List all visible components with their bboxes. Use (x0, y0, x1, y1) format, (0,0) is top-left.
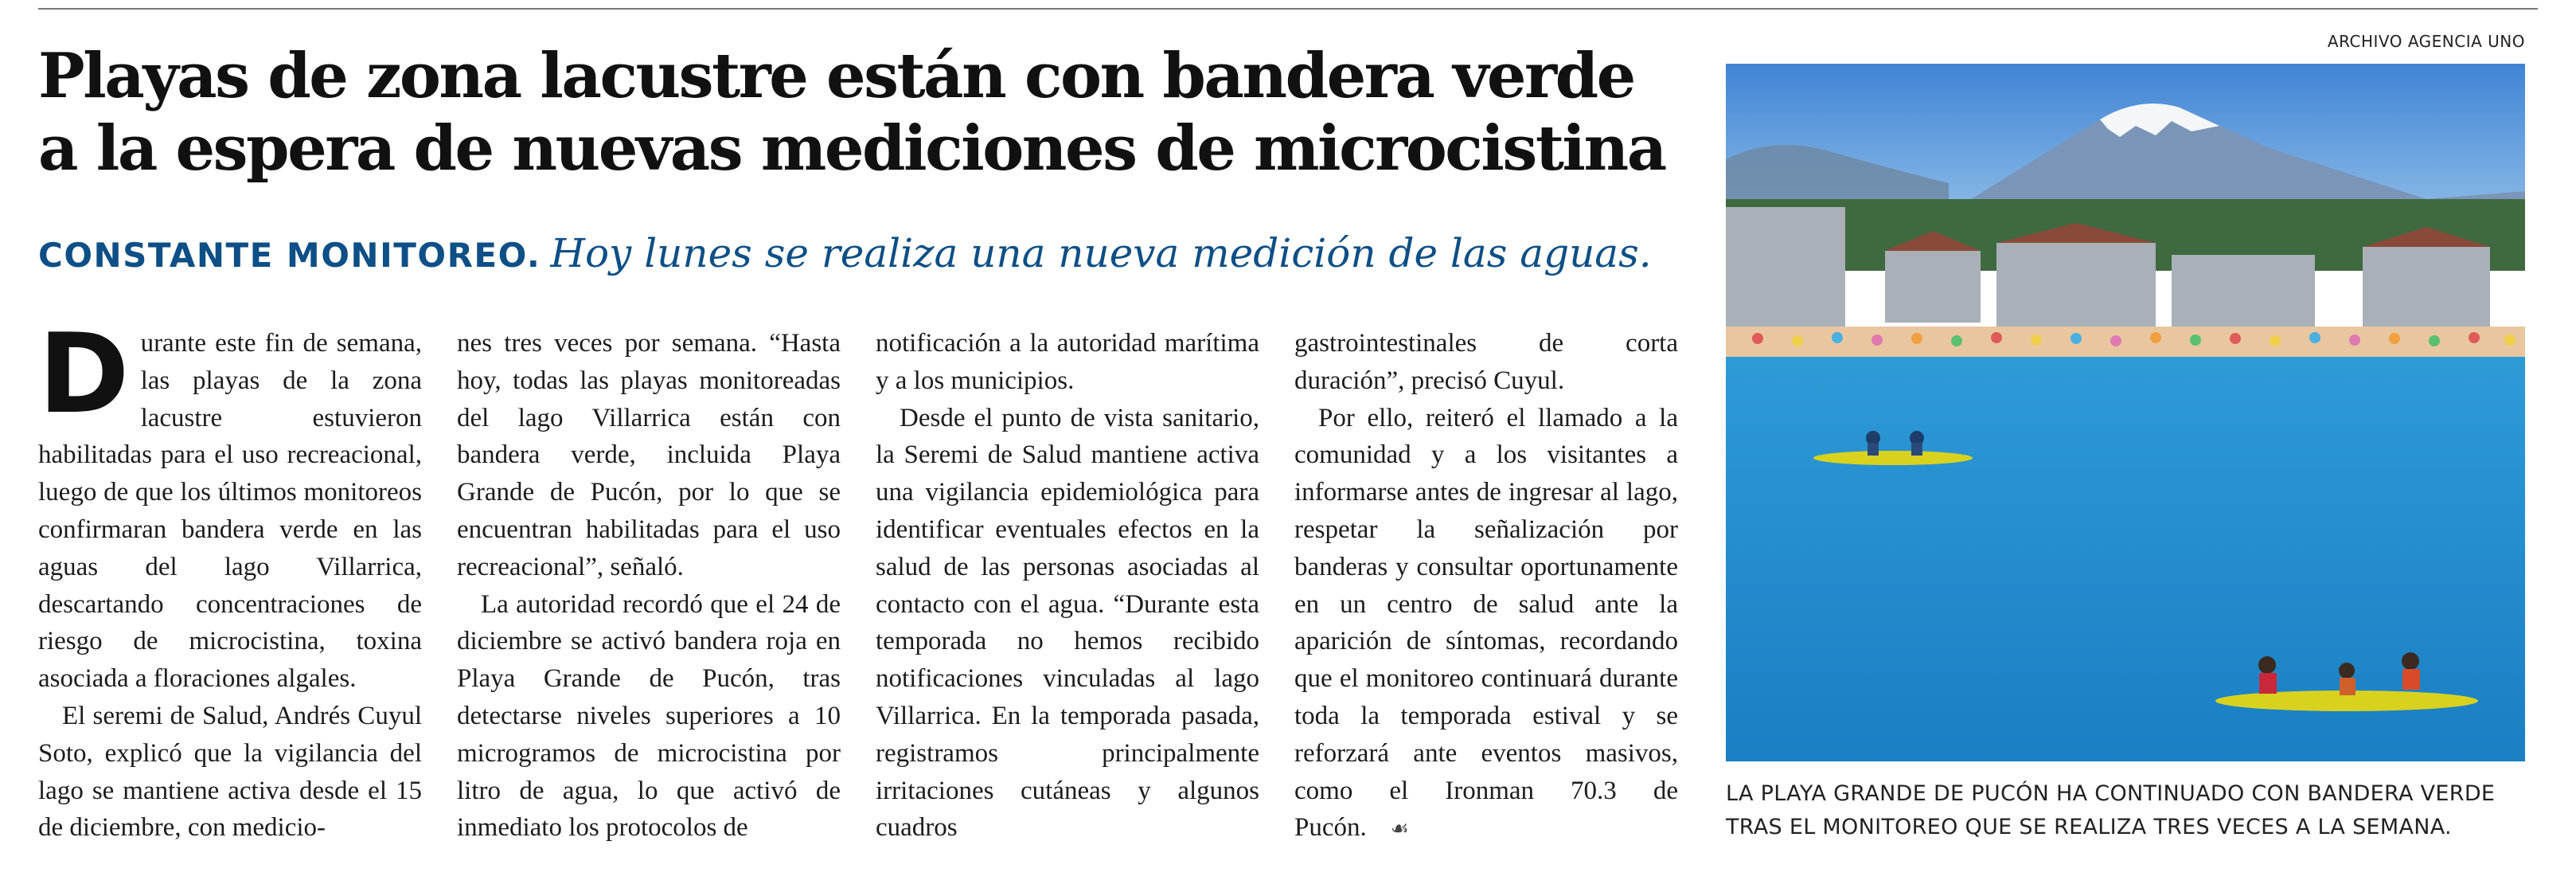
headline (38, 40, 1694, 186)
top-rule (38, 8, 2538, 10)
kicker-tag: CONSTANTE MONITOREO. (38, 236, 541, 275)
article-paragraph: Desde el punto de vista sanitario, la Seremi de Salud mantiene activa una vigilancia epidemiológica para identificar eventuales efectos en la salud de las personas asociadas al contacto con el agua. “Durante esta temporada no hemos recibido notificaciones vinculadas al lago Villarrica. En la temporada pasada, registramos principalmente irritaciones cutáneas y algunos cuadros (876, 403, 1259, 843)
photo (1726, 64, 2525, 761)
article-column-4 (1294, 325, 1678, 848)
lake-volcano-photo (1726, 64, 2525, 761)
headline-line-1: Playas de zona lacustre están con bandera verde (38, 40, 1634, 112)
article-paragraph (38, 310, 422, 698)
end-mark-icon: ☙ (1390, 817, 1410, 842)
article-column-2 (457, 325, 841, 847)
article-paragraph: notificación a la autoridad marítima y a los municipios. (876, 329, 1259, 395)
article-paragraph: nes tres veces por semana. “Hasta hoy, todas las playas monitoreadas del lago Villarrica están con bandera verde, incluida Playa Grande de Pucón, por lo que se encuentran habilitadas para el uso recreacional”, señaló. (457, 329, 841, 581)
kicker-text: Hoy lunes se realiza una nueva medición de las aguas. (550, 230, 1652, 276)
article-column-3 (876, 325, 1259, 847)
drop-cap: D (38, 310, 130, 438)
article-column-1 (38, 310, 422, 847)
beach (1726, 327, 2525, 358)
paragraph-text: urante este fin de semana, las playas de la zona lacustre estuvieron habilitadas para el uso recreacional, luego de que los últimos monitoreos confirmaran bandera verde en las aguas del lago Villarrica, descartando concentraciones de riesgo de microcistina, toxina asociada a floraciones algales. (38, 329, 422, 694)
kicker (38, 229, 1678, 277)
article-paragraph: El seremi de Salud, Andrés Cuyul Soto, explicó que la vigilancia del lago se mantiene activa desde el 15 de diciembre, con medicio- (38, 701, 422, 843)
article-paragraph: gastrointestinales de corta duración”, precisó Cuyul. (1294, 329, 1678, 395)
photo-caption: LA PLAYA GRANDE DE PUCÓN HA CONTINUADO CON BANDERA VERDE TRAS EL MONITOREO QUE SE REALIZA TRES VECES A LA SEMANA. (1726, 781, 2496, 839)
article-paragraph: La autoridad recordó que el 24 de diciembre se activó bandera roja en Playa Grande de Pucón, tras detectarse niveles superiores a 10 microgramos de microcistina por litro de agua, lo que activó de inmediato los protocolos de (457, 589, 841, 843)
photo-credit: ARCHIVO AGENCIA UNO (2327, 32, 2525, 51)
paragraph-text: Por ello, reiteró el llamado a la comunidad y a los visitantes a informarse antes de ingresar al lago, respetar la señalización por banderas y consultar oportunamente en un centro de salud ante la aparición de síntomas, recordando que el monitoreo continuará durante toda la temporada estival y se reforzará ante eventos masivos, como el Ironman 70.3 de Pucón. (1294, 403, 1678, 843)
article-paragraph (1294, 400, 1678, 849)
headline-line-2: a la espera de nuevas mediciones de microcistina (38, 112, 1665, 186)
article-body (38, 310, 1678, 882)
